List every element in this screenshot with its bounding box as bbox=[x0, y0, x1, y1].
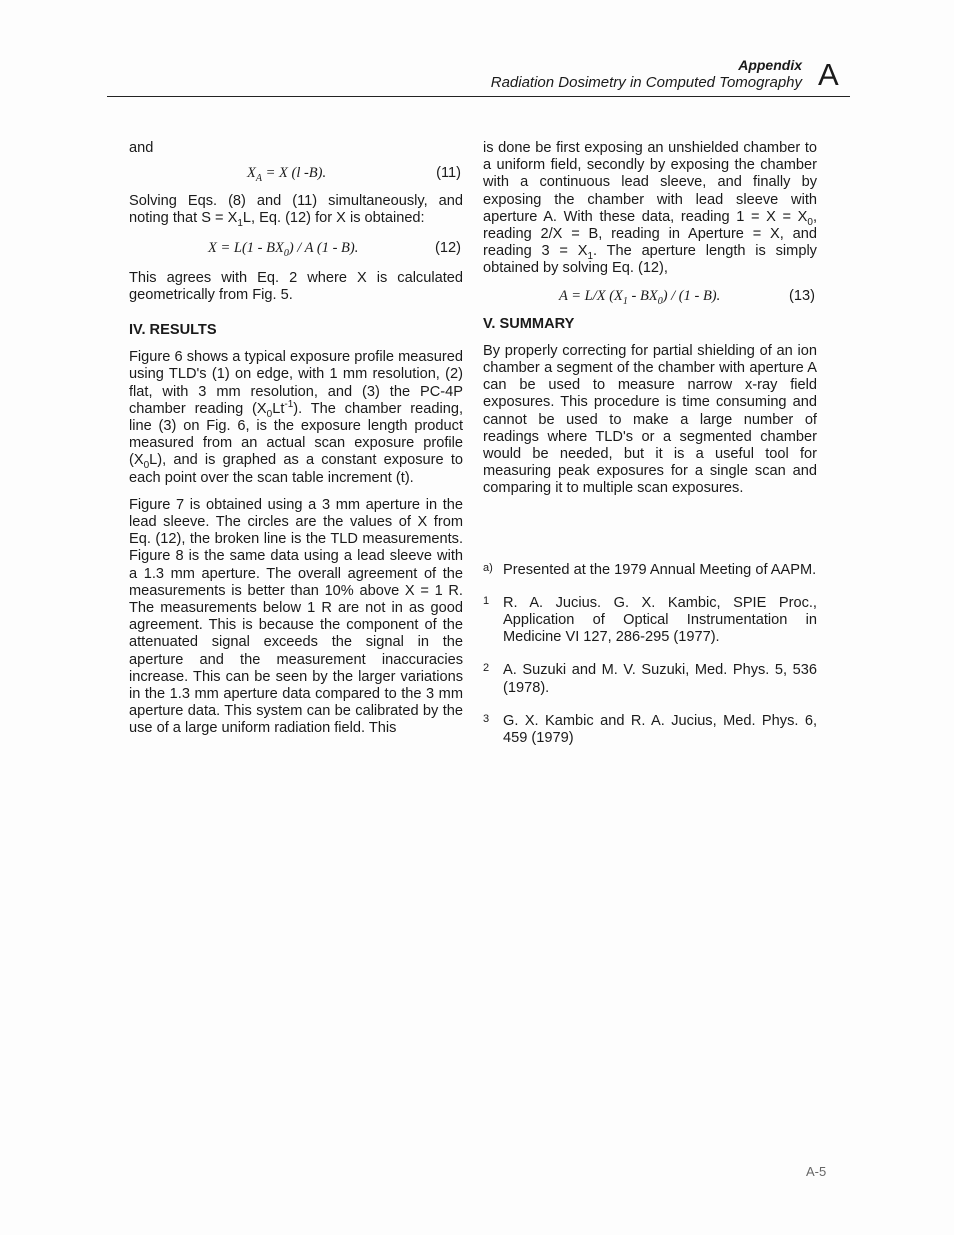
appendix-letter: A bbox=[818, 57, 839, 92]
header-title: Radiation Dosimetry in Computed Tomography bbox=[490, 74, 802, 91]
paragraph-solving: Solving Eqs. (8) and (11) simultaneously, and noting that $S = X_1L$, Eq. (12) for X is obtained: bbox=[129, 193, 463, 230]
paragraph-calibration: is done be first exposing an unshielded chamber to a uniform field, secondly by exposing the chamber with a continuous lead sleeve, and finally by exposing the chamber with lead sleeve with aperture A. With these data, reading $1 = X = X_0$, reading 2/X = B, reading in Aperture = X, and reading $3 = X_1$. The aperture length is simply obtained by solving Eq. (12), bbox=[483, 140, 817, 277]
paragraph-agrees: This agrees with Eq. 2 where X is calculated geometrically from Fig. 5. bbox=[129, 269, 463, 303]
summary-heading: V. SUMMARY bbox=[483, 315, 575, 332]
footnote-item: 3 G. X. Kambic and R. A. Jucius, Med. Phys. 6, 459 (1979) bbox=[483, 712, 817, 747]
header-divider bbox=[107, 96, 850, 97]
footnote-item: 2 A. Suzuki and M. V. Suzuki, Med. Phys. 5, 536 (1978). bbox=[483, 662, 817, 696]
paragraph-and: and bbox=[129, 140, 154, 156]
equation-13-number: (13) bbox=[789, 287, 815, 304]
equation-12 bbox=[208, 240, 463, 260]
equation-12-number: (12) bbox=[435, 239, 461, 256]
equation-13 bbox=[559, 288, 817, 308]
paragraph-figure-7: Figure 7 is obtained using a 3 mm aperture in the lead sleeve. The circles are the values of X from Eq. (12), the broken line is the TLD measurements. Figure 8 is the same data using a lead sleeve with a 1.3 mm aperture. The overall agreement of the measurements is better than 10% above X = 1 R. The measurements below 1 R are not in as good agreement. This is because the component of the attenuated signal exceeds the signal in the aperture and the measurement inaccuracies increase. This can be seen by the larger variations in the 1.3 mm aperture data compared to the 3 mm aperture data. This system can be calibrated by the use of a large uniform radiation field. This bbox=[129, 496, 463, 737]
equation-11 bbox=[247, 165, 463, 185]
equation-11-number: (11) bbox=[436, 165, 461, 182]
running-header bbox=[491, 57, 802, 92]
footnote-item: a) Presented at the 1979 Annual Meeting of AAPM. bbox=[483, 561, 817, 578]
equation-11-expression: $X_A = X$ (l -B). bbox=[247, 165, 327, 185]
left-column bbox=[129, 140, 463, 738]
footnote-item: 1 R. A. Jucius. G. X. Kambic, SPIE Proc., Application of Optical Instrumentation in Medicine VI 127, 286-295 (1977). bbox=[483, 594, 817, 646]
results-heading: IV. RESULTS bbox=[129, 322, 217, 339]
paragraph-figure-6: Figure 6 shows a typical exposure profile measured using TLD's (1) on edge, with 1 mm resolution, (2) flat, with 3 mm resolution, and (3) the PC-4P chamber reading $(X_0Lt^{-1})$. The chamber reading, line (3) on Fig. 6, is the exposure length product measured from an actual scan exposure profile $(X_0L)$, and is graphed as a constant exposure to each point over the scan table increment (t). bbox=[129, 349, 463, 486]
page-number: A-5 bbox=[806, 1164, 827, 1179]
right-column bbox=[483, 140, 817, 747]
equation-13-expression: A = L/X $(X_1 - BX_0) / (1 - B)$. bbox=[559, 287, 721, 307]
header-section: Appendix bbox=[738, 57, 802, 73]
equation-12-expression: $X = L(1 - BX_0) / A$ (1 - B). bbox=[208, 239, 359, 259]
footnotes bbox=[483, 562, 817, 748]
paragraph-summary: By properly correcting for partial shielding of an ion chamber a segment of the chamber with aperture A can be used to measure narrow x-ray field exposures. This procedure is time consuming and cannot be used to make a large number of readings where TLD's or a segmented chamber would be needed, but it is a useful tool for measuring peak exposures for a single scan and comparing it to multiple scan exposures. bbox=[483, 342, 817, 497]
